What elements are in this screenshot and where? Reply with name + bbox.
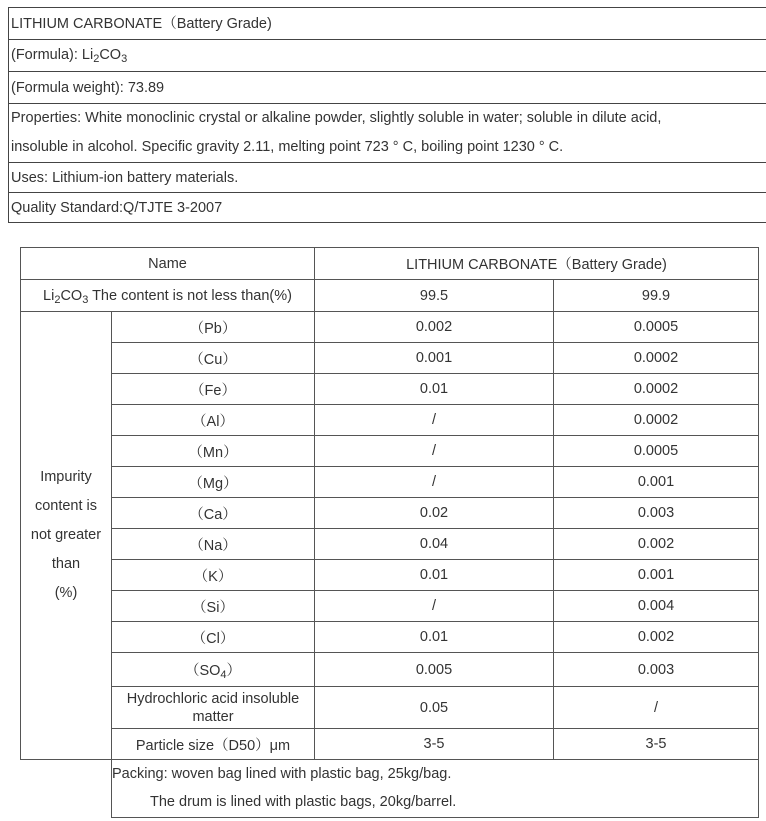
hcl-grade-a: 0.05	[315, 687, 554, 729]
impurity-element: （Ca）	[112, 498, 315, 529]
table-row	[21, 729, 759, 760]
table-row	[21, 405, 759, 436]
impurity-grade-a: /	[315, 436, 554, 467]
impurity-element: （Cl）	[112, 622, 315, 653]
so4-grade-b: 0.003	[554, 653, 759, 687]
impurity-grade-b: 0.0002	[554, 343, 759, 374]
content-label: $Li_2CO_3$ The content is not less than(%)	[21, 280, 315, 312]
table-row	[21, 687, 759, 729]
formula: (Formula): $Li_2CO_3$	[9, 40, 766, 72]
impurity-element: （Si）	[112, 591, 315, 622]
impurity-element: （Al）	[112, 405, 315, 436]
packing-row	[21, 760, 759, 818]
name-header: Name	[21, 248, 315, 280]
impurity-grade-a: 0.002	[315, 312, 554, 343]
content-grade-a: 99.5	[315, 280, 554, 312]
impurity-grade-b: 0.002	[554, 529, 759, 560]
impurity-element: （Pb）	[112, 312, 315, 343]
impurity-grade-a: 0.04	[315, 529, 554, 560]
impurity-grade-b: 0.003	[554, 498, 759, 529]
impurity-grade-b: 0.0005	[554, 436, 759, 467]
impurity-grade-a: /	[315, 405, 554, 436]
content-row	[21, 280, 759, 312]
table-row	[21, 312, 759, 343]
impurity-grade-a: 0.01	[315, 374, 554, 405]
impurity-element: （Cu）	[112, 343, 315, 374]
impurity-grade-b: 0.001	[554, 560, 759, 591]
impurity-grade-a: /	[315, 591, 554, 622]
impurity-element: （K）	[112, 560, 315, 591]
table-row	[21, 498, 759, 529]
so4-element: $(SO_4)$	[112, 653, 315, 687]
table-row	[21, 653, 759, 687]
so4-grade-a: 0.005	[315, 653, 554, 687]
properties: Properties: White monoclinic crystal or alkaline powder, slightly soluble in water; soluble in dilute acid, insoluble in alcohol. Specific gravity 2.11, melting point 723 ° C, boiling point 1230 ° C.	[9, 104, 766, 163]
table-row	[21, 436, 759, 467]
impurity-label: Impurity content is not greater than (%)	[21, 312, 112, 760]
table-row	[21, 591, 759, 622]
impurity-grade-b: 0.001	[554, 467, 759, 498]
impurity-grade-a: /	[315, 467, 554, 498]
impurity-element: （Na）	[112, 529, 315, 560]
impurity-grade-b: 0.002	[554, 622, 759, 653]
impurity-element: （Mn）	[112, 436, 315, 467]
table-row	[21, 622, 759, 653]
impurity-element: （Mg）	[112, 467, 315, 498]
impurity-grade-b: 0.0005	[554, 312, 759, 343]
table-row	[21, 560, 759, 591]
impurity-grade-b: 0.0002	[554, 405, 759, 436]
quality-standard: Quality Standard:Q/TJTE 3-2007	[9, 193, 766, 223]
table-header-row	[21, 248, 759, 280]
specification-table	[20, 247, 759, 818]
impurity-grade-a: 0.02	[315, 498, 554, 529]
impurity-grade-b: 0.0002	[554, 374, 759, 405]
impurity-grade-a: 0.001	[315, 343, 554, 374]
impurity-grade-a: 0.01	[315, 622, 554, 653]
product-header: LITHIUM CARBONATE（Battery Grade)	[315, 248, 759, 280]
formula-weight: (Formula weight): 73.89	[9, 72, 766, 104]
table-row	[21, 467, 759, 498]
particle-grade-b: 3-5	[554, 729, 759, 760]
content-grade-b: 99.9	[554, 280, 759, 312]
hcl-grade-b: /	[554, 687, 759, 729]
hcl-insoluble-label: Hydrochloric acid insoluble matter	[112, 687, 315, 729]
particle-size-label: Particle size（D50）μm	[112, 729, 315, 760]
table-row	[21, 343, 759, 374]
impurity-element: （Fe）	[112, 374, 315, 405]
table-row	[21, 529, 759, 560]
product-info-table	[8, 7, 766, 223]
table-row	[21, 374, 759, 405]
impurity-grade-b: 0.004	[554, 591, 759, 622]
impurity-grade-a: 0.01	[315, 560, 554, 591]
packing-info: Packing: woven bag lined with plastic bag, 25kg/bag. The drum is lined with plastic bags, 20kg/barrel.	[112, 760, 759, 818]
uses: Uses: Lithium-ion battery materials.	[9, 163, 766, 193]
product-title: LITHIUM CARBONATE（Battery Grade)	[9, 8, 766, 40]
particle-grade-a: 3-5	[315, 729, 554, 760]
